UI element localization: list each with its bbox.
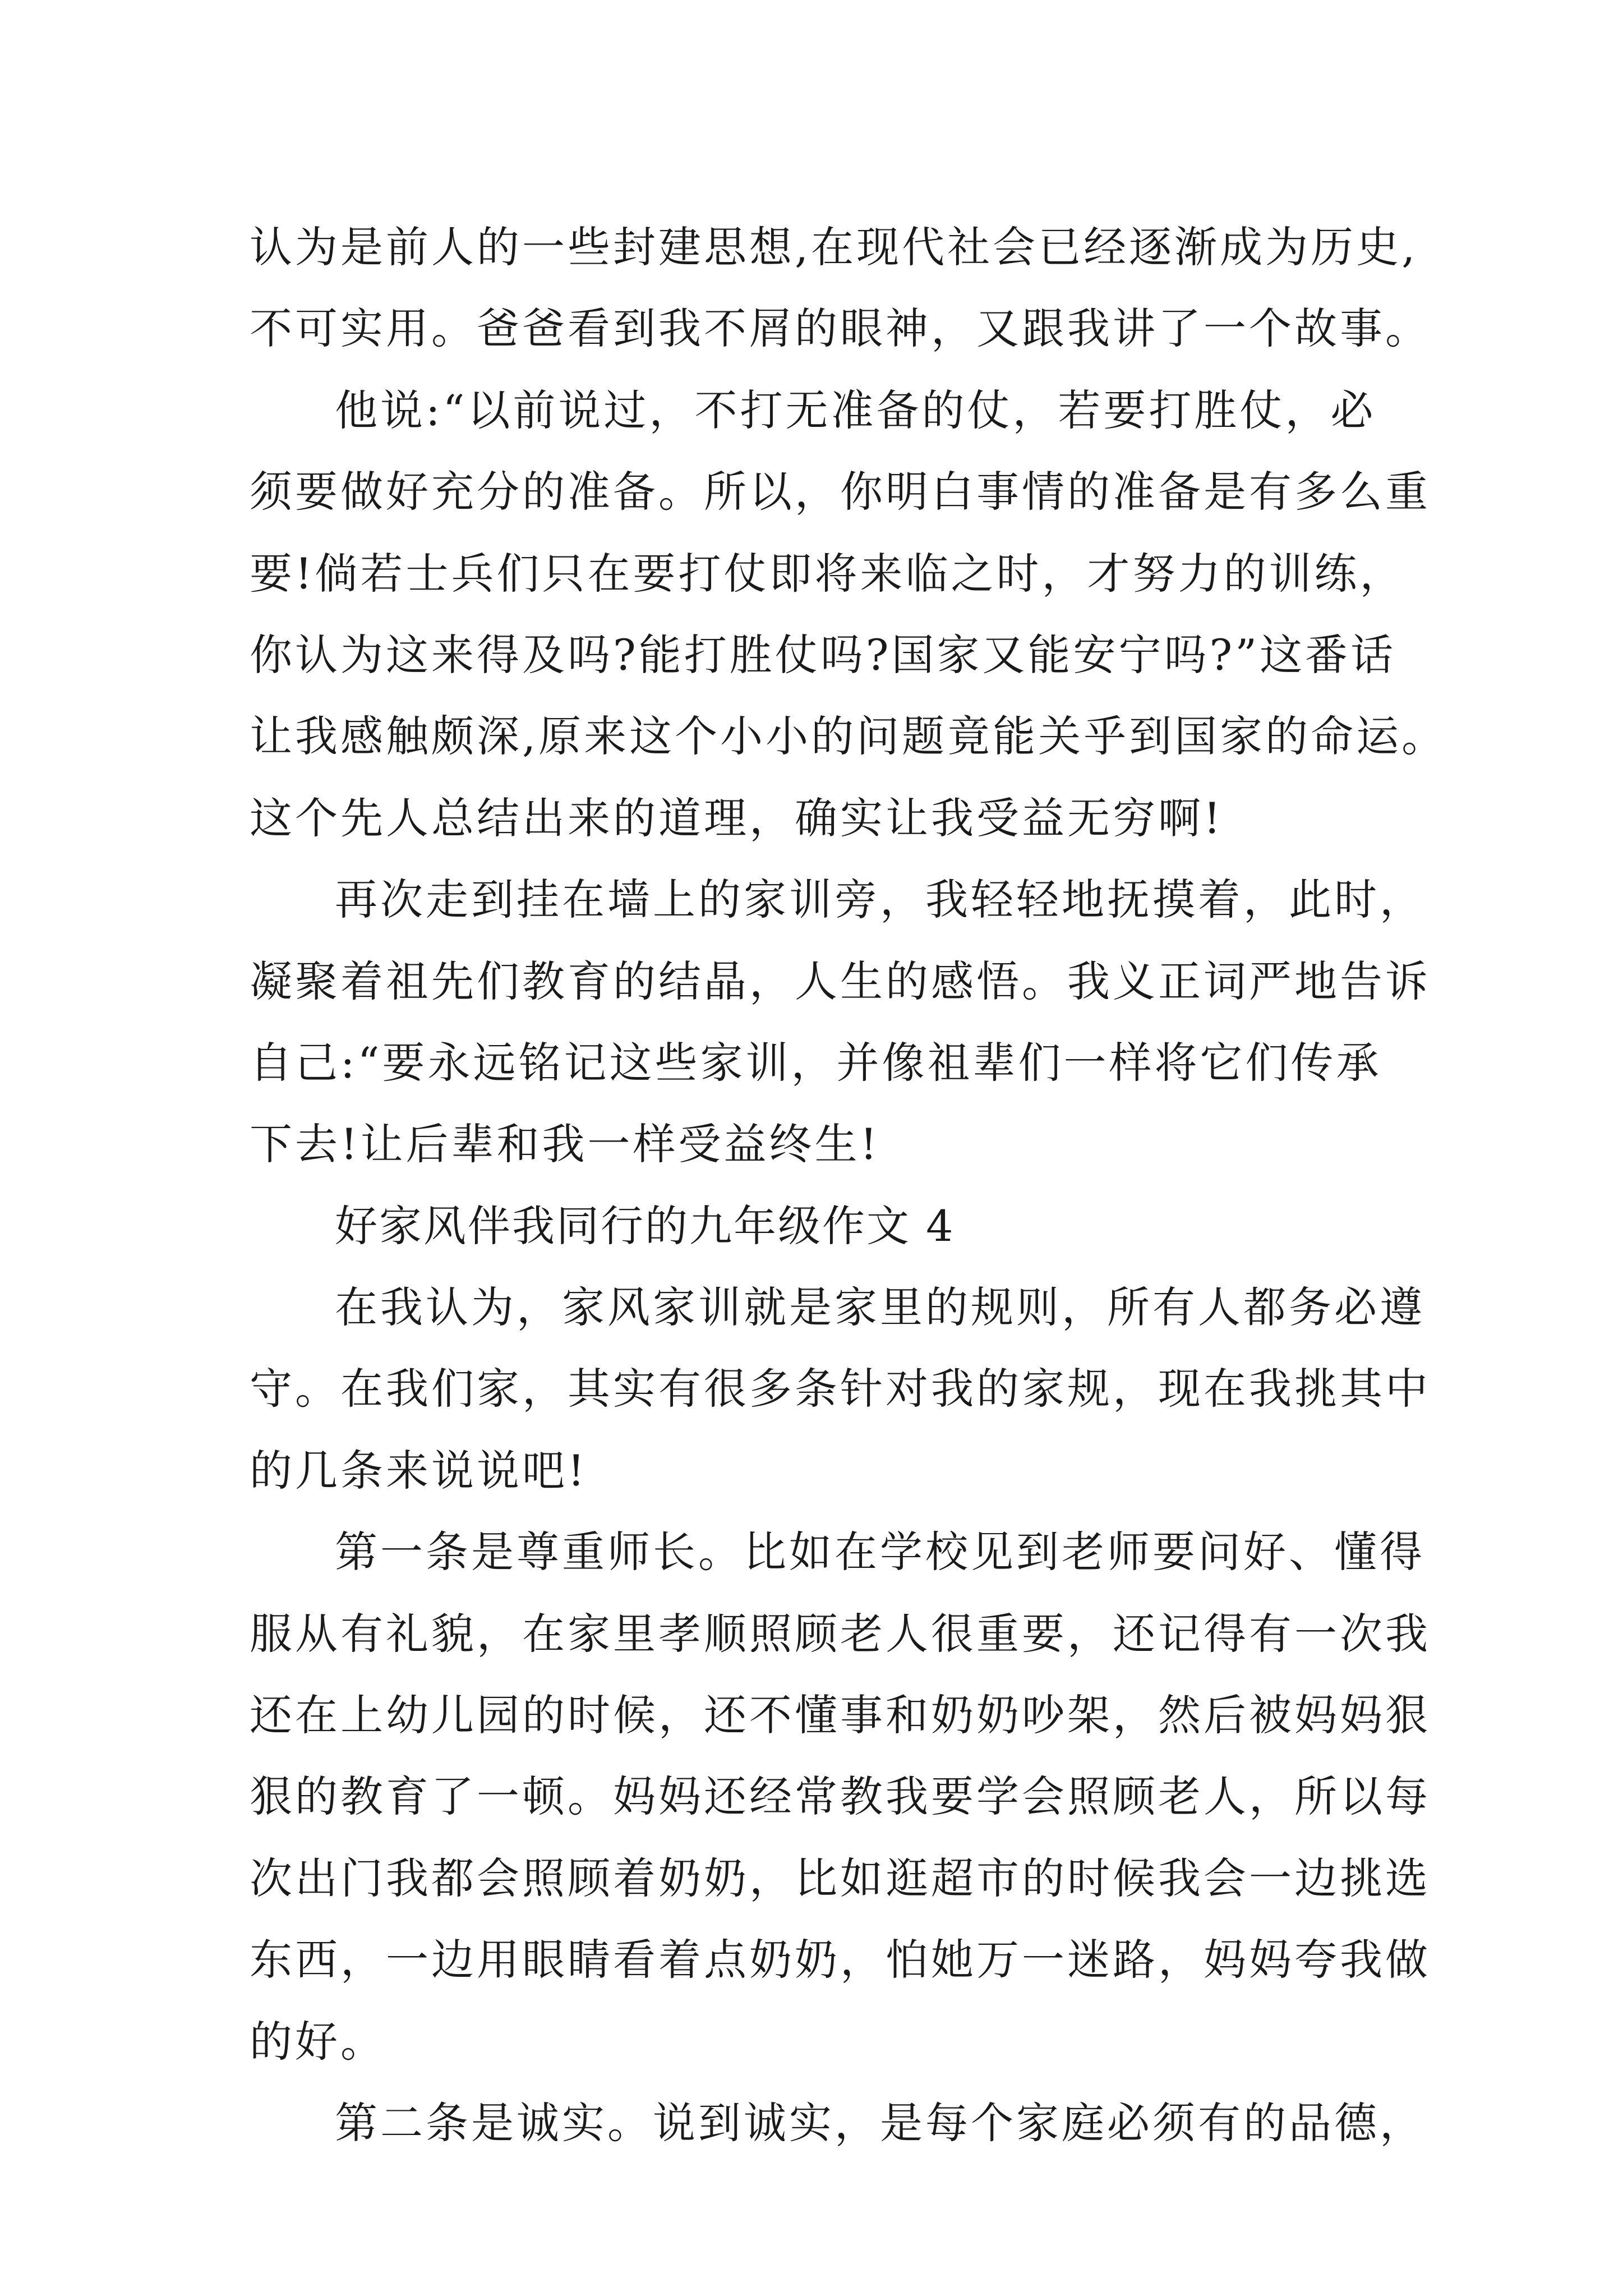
paragraph <box>250 370 1447 859</box>
text-line: 他说:“以前说过，不打无准备的仗，若要打胜仗，必 <box>335 385 1376 435</box>
text-line: 的几条来说说吧! <box>250 1445 588 1496</box>
text-line: 再次走到挂在墙上的家训旁，我轻轻地抚摸着，此时， <box>335 875 1425 925</box>
paragraph <box>250 206 1433 370</box>
text-line: 须要做好充分的准备。所以，你明白事情的准备是有多么重 <box>250 467 1431 517</box>
text-line: 东西，一边用眼睛看着点奶奶，怕她万一迷路，妈妈夸我做 <box>250 1935 1431 1985</box>
text-line: 第一条是尊重师长。比如在学校见到老师要问好、懂得 <box>335 1527 1425 1577</box>
paragraph <box>250 1267 1433 1511</box>
text-line: 不可实用。爸爸看到我不屑的眼神，又跟我讲了一个故事。 <box>250 303 1431 354</box>
text-line: 服从有礼貌，在家里孝顺照顾老人很重要，还记得有一次我 <box>250 1608 1431 1659</box>
text-line: 的好。 <box>250 2016 386 2067</box>
text-line: 狠的教育了一顿。妈妈还经常教我要学会照顾老人，所以每 <box>250 1772 1431 1822</box>
section-heading <box>250 1185 1433 1267</box>
paragraph <box>250 2082 1433 2164</box>
text-line: 在我认为，家风家训就是家里的规则，所有人都务必遵 <box>335 1282 1425 1333</box>
text-line: 第二条是诚实。说到诚实，是每个家庭必须有的品德， <box>335 2097 1425 2148</box>
text-line: 下去!让后辈和我一样受益终生! <box>250 1119 880 1170</box>
text-line: 认为是前人的一些封建思想,在现代社会已经逐渐成为历史, <box>250 222 1418 272</box>
heading-text: 好家风伴我同行的九年级作文 4 <box>335 1200 955 1251</box>
text-line: 凝聚着祖先们教育的结晶，人生的感悟。我义正词严地告诉 <box>250 956 1431 1006</box>
text-line: 你认为这来得及吗?能打胜仗吗?国家又能安宁吗?”这番话 <box>250 629 1396 680</box>
text-line: 自己:“要永远铭记这些家训，并像祖辈们一样将它们传承 <box>250 1037 1382 1088</box>
text-line: 次出门我都会照顾着奶奶，比如逛超市的时候我会一边挑选 <box>250 1853 1431 1903</box>
text-line: 还在上幼儿园的时候，还不懂事和奶奶吵架，然后被妈妈狠 <box>250 1690 1431 1741</box>
paragraph <box>250 859 1433 1185</box>
body-text <box>250 206 1447 2164</box>
text-line: 要!倘若士兵们只在要打仗即将来临之时，才努力的训练， <box>250 548 1405 599</box>
text-line: 守。在我们家，其实有很多条针对我的家规，现在我挑其中 <box>250 1364 1431 1414</box>
text-line: 这个先人总结出来的道理，确实让我受益无穷啊! <box>250 793 1224 843</box>
text-line: 让我感触颇深,原来这个小小的问题竟能关乎到国家的命运。 <box>250 711 1447 762</box>
paragraph <box>250 1511 1433 2082</box>
